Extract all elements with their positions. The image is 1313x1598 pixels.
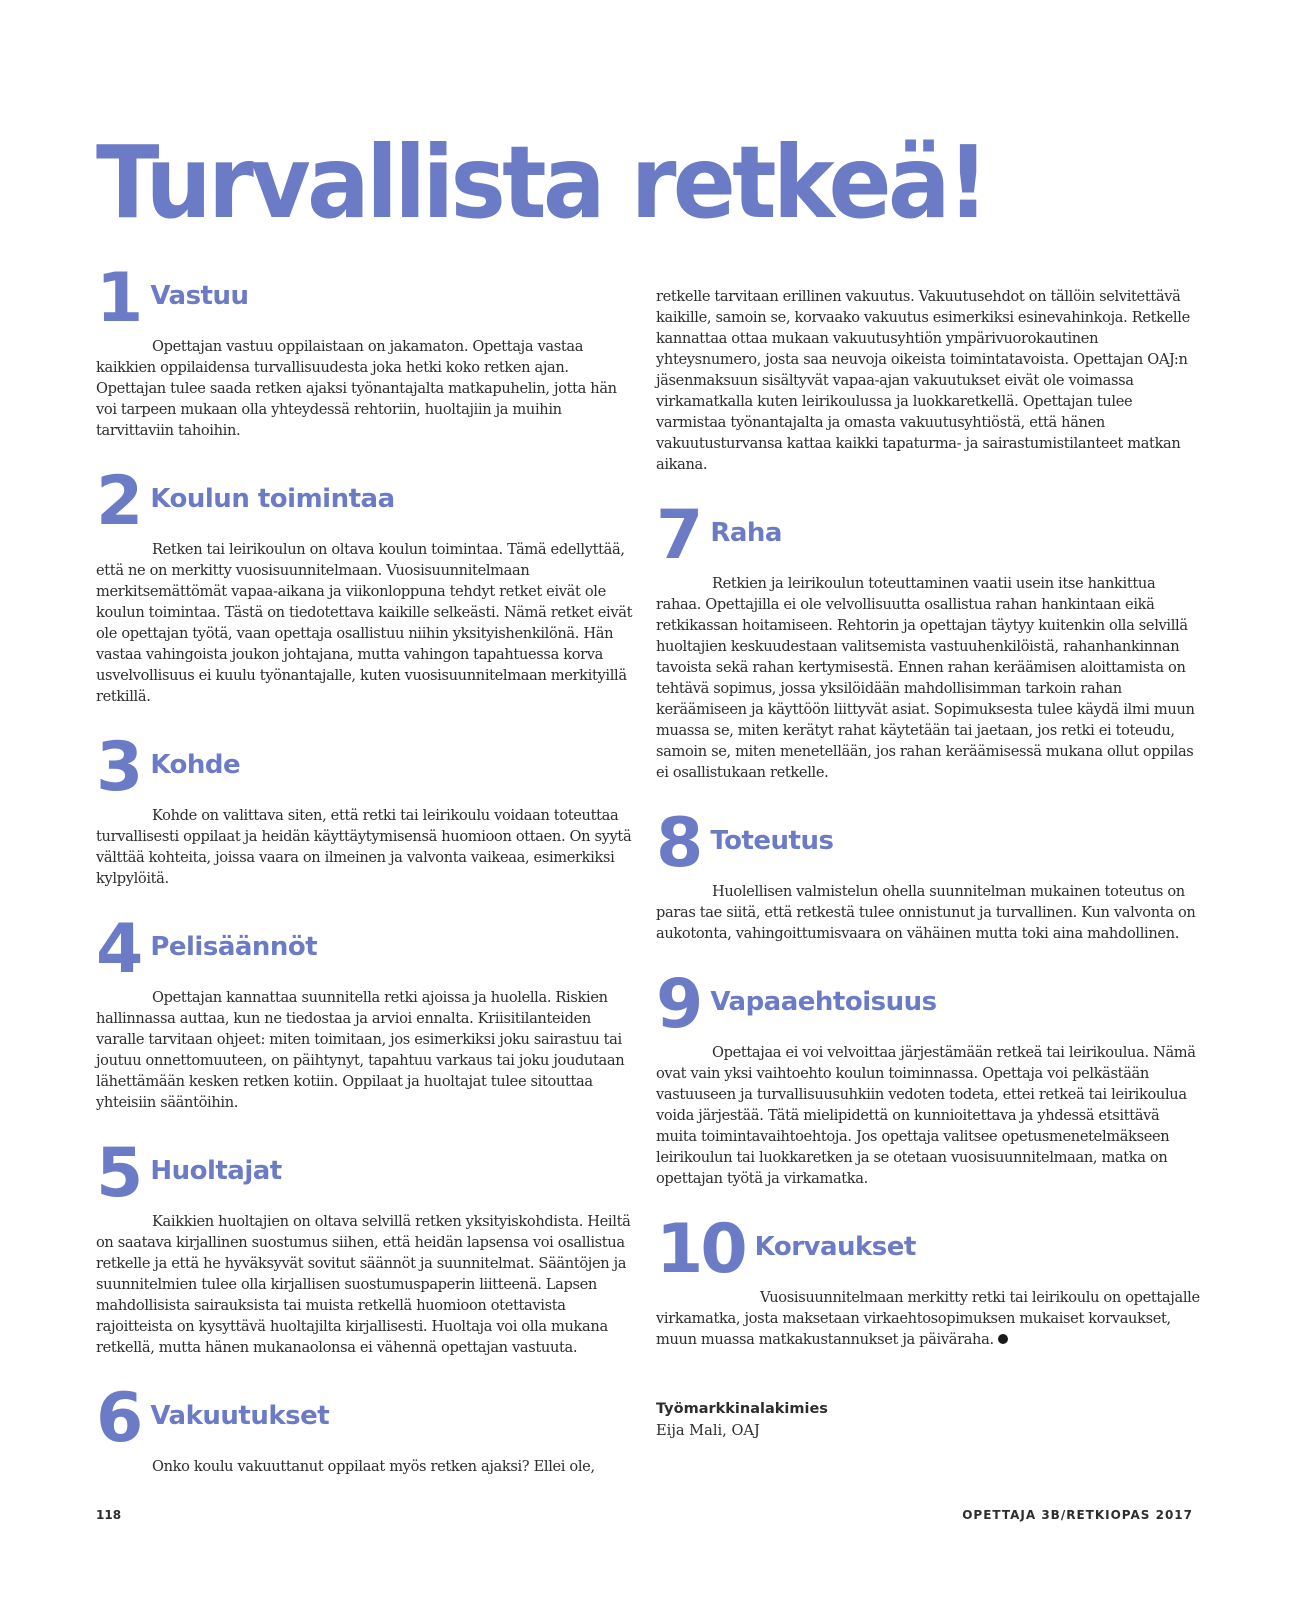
section-text-content: Vuosisuunnitelmaan merkitty retki tai leirikoulu on opettajalle virkamatka, josta maksetaan virkaehtosopimuksen mukaiset korvaukset, muun muassa matkakustannukset ja päiväraha. <box>656 1289 1200 1348</box>
end-mark-icon <box>998 1334 1008 1344</box>
section-4 <box>96 910 641 1113</box>
section-9 <box>656 965 1201 1189</box>
section-8 <box>656 804 1201 944</box>
section-number: 2 <box>96 462 141 541</box>
section-text: Kohde on valittava siten, että retki tai leirikoulu voidaan toteuttaa turvallisesti oppilaat ja heidän käyttäytymisensä huomioon ottaen. On syytä välttää kohteita, joissa vaara on ilmeinen ja valvonta vaikeaa, esimerkiksi kylpylöitä. <box>96 807 632 887</box>
section-text: Retkien ja leirikoulun toteuttaminen vaatii usein itse hankittua rahaa. Opettajilla ei ole velvollisuutta osallistua rahan hankintaan eikä retkikassan hoitamiseen. Rehtorin ja opettajan täytyy kuitenkin olla selvillä huoltajien keskuudestaan valitsemista vastuuhenkilöistä, rahanhankinnan tavoista sekä rahan kertymisestä. Ennen rahan keräämisen aloittamista on tehtävä sopimus, jossa yksilöidään mahdollisimman tarkoin rahan keräämiseen ja käyttöön liittyvät asiat. Sopimuksesta tulee käydä ilmi muun muassa se, miten kerätyt rahat käytetään tai jaetaan, jos retki ei toteudu, samoin se, miten menetellään, jos rahan keräämisessä mukana ollut oppilas ei osallistukaan retkelle. <box>656 575 1195 781</box>
section-text-continued: retkelle tarvitaan erillinen vakuutus. Vakuutusehdot on tällöin selvitettävä kaikille, samoin se, korvaako vakuutus esimerkiksi esinevahinkoja. Retkelle kannattaa ottaa mukaan vakuutusyhtiön ympärivuorokautinen yhteysnumero, josta saa neuvoja oikeista toimintatavoista. Opettajan OAJ:n jäsenmaksuun sisältyvät vapaa-ajan vakuutukset eivät ole voimassa virkamatkalla kuten leirikoulussa ja luokkaretkellä. Opettajan tulee varmistaa työnantajalta ja omasta vakuutusyhtiöstä, että hänen vakuutusturvansa kattaa kaikki tapaturma- ja sairastumistilanteet matkan aikana. <box>656 288 1190 473</box>
section-text: Huolellisen valmistelun ohella suunnitelman mukainen toteutus on paras tae siitä, että retkestä tulee onnistunut ja turvallinen. Kun valvonta on aukotonta, vahingoittumisvaara on vähäinen mutta toki aina mahdollinen. <box>656 883 1196 942</box>
section-2 <box>96 462 641 707</box>
section-number: 3 <box>96 728 141 807</box>
section-text: Kaikkien huoltajien on oltava selvillä retken yksityiskohdista. Heiltä on saatava kirjallinen suostumus siihen, että heidän lapsensa voi osallistua retkelle ja että he hyväksyvät sovitut säännöt ja suunnitelmat. Sääntöjen ja suunnitelmien tulee olla kirjallisen suostumuspaperin liitteenä. Lapsen mahdollisista sairauksista tai muista retkellä huomioon otettavista rajoitteista on kysyttävä huoltajilta kirjallisesti. Huoltaja voi olla mukana retkellä, mutta hänen mukanaolonsa ei vähennä opettajan vastuuta. <box>96 1213 631 1356</box>
section-heading: Vastuu <box>150 281 249 311</box>
section-text: Opettajan kannattaa suunnitella retki ajoissa ja huolella. Riskien hallinnassa auttaa, kun ne tiedostaa ja arvioi ennalta. Kriisitilanteiden varalle tarvitaan ohjeet: miten toimitaan, jos esimerkiksi joku sairastuu tai joutuu onnettomuuteen, on päihtynyt, tapahtuu varkaus tai joku joudutaan lähettämään kesken retken kotiin. Oppilaat ja huoltajat tulee sitouttaa yhteisiin sääntöihin. <box>96 989 625 1111</box>
section-5 <box>96 1134 641 1358</box>
section-text: Opettajaa ei voi velvoittaa järjestämään retkeä tai leirikoulua. Nämä ovat vain yksi vaihtoehto koulun toiminnassa. Opettaja voi pelkästään vastuuseen ja turvallisuusuhkiin vedoten todeta, ettei retkeä tai leirikoulua voida järjestää. Tätä mielipidettä on kunnioitettava ja yhdessä etsittävä muita toimintavaihtoehtoja. Jos opettaja valitsee opetusmenetelmäkseen leirikoulun tai luokkaretken ja se otetaan vuosisuunnitelmaan, matka on opettajan työtä ja virkamatka. <box>656 1044 1196 1187</box>
section-7 <box>656 496 1201 783</box>
byline-role: Työmarkkinalakimies <box>656 1401 828 1417</box>
section-text: Retken tai leirikoulun on oltava koulun toimintaa. Tämä edellyttää, että ne on merkitty vuosisuunnitelmaan. Vuosisuunnitelmaan merkitsemättömät vapaa-aikana ja viikonloppuna tehdyt retket eivät ole koulun toimintaa. Tästä on tiedotettava kaikille selkeästi. Nämä retket eivät ole opettajan työtä, vaan opettaja osallistuu niihin yksityishenkilönä. Hän vastaa vahingoista joukon johtajana, mutta vahingon tapahtuessa korva usvelvollisuus ei kuulu työnantajalle, kuten vuosisuunnitelmaan merkityillä retkillä. <box>96 541 633 705</box>
section-number: 10 <box>656 1210 745 1289</box>
section-number: 9 <box>656 965 701 1044</box>
section-heading: Koulun toimintaa <box>150 484 395 514</box>
section-heading: Pelisäännöt <box>150 932 318 962</box>
section-text: Onko koulu vakuuttanut oppilaat myös retken ajaksi? Ellei ole, <box>152 1458 595 1475</box>
section-3 <box>96 728 641 889</box>
section-heading: Kohde <box>150 750 241 780</box>
section-1 <box>96 259 641 441</box>
section-text: Opettajan vastuu oppilaistaan on jakamaton. Opettaja vastaa kaikkien oppilaidensa turvallisuudesta joka hetki koko retken ajan. Opettajan tulee saada retken ajaksi työnantajalta matkapuhelin, jotta hän voi tarpeen mukaan olla yhteydessä rehtoriin, huoltajiin ja muihin tarvittaviin tahoihin. <box>96 338 617 439</box>
section-6 <box>96 1379 641 1477</box>
section-number: 1 <box>96 259 141 338</box>
section-10 <box>656 1210 1201 1350</box>
page-number: 118 <box>96 1508 122 1522</box>
section-number: 5 <box>96 1134 141 1213</box>
byline <box>656 1398 1201 1442</box>
byline-name: Eija Mali, OAJ <box>656 1422 760 1439</box>
section-number: 4 <box>96 910 141 989</box>
section-heading: Korvaukset <box>754 1232 916 1262</box>
section-number: 7 <box>656 496 701 575</box>
section-heading: Raha <box>710 518 782 548</box>
publication-name: OPETTAJA 3B/RETKIOPAS 2017 <box>962 1508 1193 1522</box>
section-heading: Toteutus <box>710 826 834 856</box>
section-heading: Vapaaehtoisuus <box>710 987 937 1017</box>
section-number: 6 <box>96 1379 141 1458</box>
section-heading: Vakuutukset <box>150 1401 330 1431</box>
section-6-continued <box>656 286 1201 475</box>
section-text <box>656 1287 1201 1350</box>
columns <box>0 259 1313 1477</box>
page-title: Turvallista retkeä! <box>96 124 986 241</box>
left-column <box>96 259 641 1477</box>
section-heading: Huoltajat <box>150 1156 282 1186</box>
right-column <box>656 268 1201 1442</box>
section-number: 8 <box>656 804 701 883</box>
footer <box>96 1507 1193 1523</box>
